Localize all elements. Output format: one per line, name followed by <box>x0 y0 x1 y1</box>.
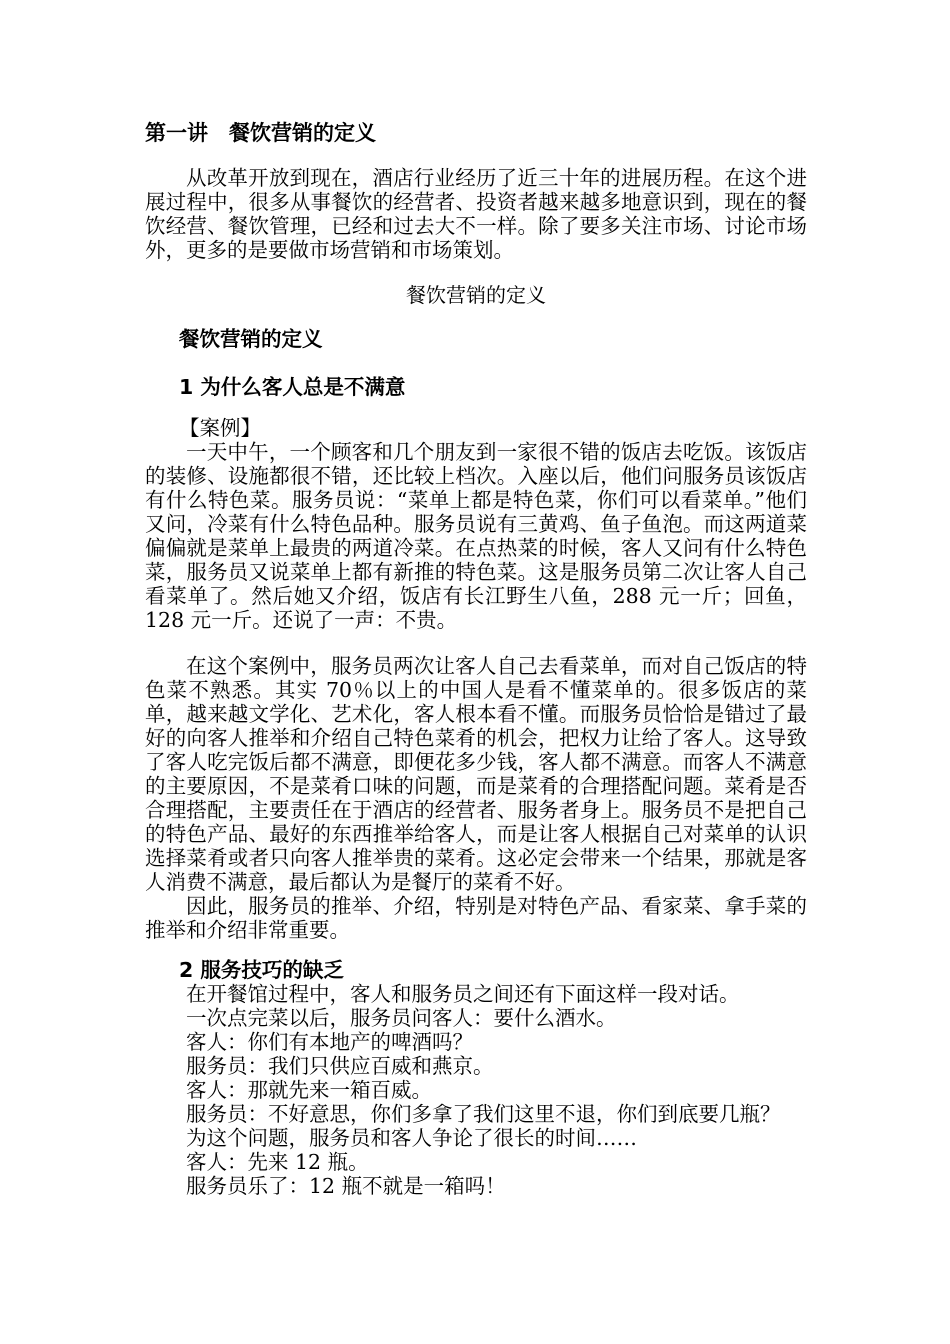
dialog-line: 一次点完菜以后，服务员问客人：要什么酒水。 <box>186 1006 617 1030</box>
dialog-line: 为这个问题，服务员和客人争论了很长的时间…… <box>186 1126 637 1150</box>
dialog-line: 服务员乐了：12 瓶不就是一箱吗！ <box>186 1174 506 1198</box>
paragraph-gap <box>145 632 807 654</box>
center-heading: 餐饮营销的定义 <box>406 283 546 307</box>
heading-service-skills: 2 服务技巧的缺乏 <box>179 958 344 982</box>
conclusion-paragraph: 因此，服务员的推举、介绍，特别是对特色产品、看家菜、拿手菜的推举和介绍非常重要。 <box>145 894 807 942</box>
dialog-line: 在开餐馆过程中，客人和服务员之间还有下面这样一段对话。 <box>186 982 740 1006</box>
dialog-line: 客人：你们有本地产的啤酒吗？ <box>186 1030 473 1054</box>
section-heading: 餐饮营销的定义 <box>179 327 323 351</box>
case-paragraph: 一天中午，一个顾客和几个朋友到一家很不错的饭店去吃饭。该饭店的装修、设施都很不错，还比较上档次。入座以后，他们问服务员该饭店有什么特色菜。服务员说：“菜单上都是特色菜，你们可以看菜单。”他们又问，冷菜有什么特色品种。服务员说有三黄鸡、鱼子鱼泡。而这两道菜偏偏就是菜单上最贵的两道冷菜。在点热菜的时候，客人又问有什么特色菜，服务员又说菜单上都有新推的特色菜。这是服务员第二次让客人自己看菜单了。然后她又介绍，饭店有长江野生八鱼，288 元一斤；回鱼，128 元一斤。还说了一声：不贵。 <box>145 440 807 632</box>
case-label: 【案例】 <box>179 416 261 440</box>
dialog-block <box>145 982 807 1198</box>
dialog-line: 服务员：我们只供应百威和燕京。 <box>186 1054 494 1078</box>
analysis-paragraph: 在这个案例中，服务员两次让客人自己去看菜单，而对自己饭店的特色菜不熟悉。其实 70％以上的中国人是看不懂菜单的。很多饭店的菜单，越来越文学化、艺术化，客人根本看不懂。而服务员恰恰是错过了最好的向客人推举和介绍自己特色菜肴的机会，把权力让给了客人。这导致了客人吃完饭后都不满意，即便花多少钱，客人都不满意。而客人不满意的主要原因，不是菜肴口味的问题，而是菜肴的合理搭配问题。菜肴是否合理搭配，主要责任在于酒店的经营者、服务者身上。服务员不是把自己的特色产品、最好的东西推举给客人，而是让客人根据自己对菜单的认识选择菜肴或者只向客人推举贵的菜肴。这必定会带来一个结果，那就是客人消费不满意，最后都认为是餐厅的菜肴不好。 <box>145 654 807 894</box>
dialog-line: 服务员：不好意思，你们多拿了我们这里不退，你们到底要几瓶？ <box>186 1102 781 1126</box>
lecture-title: 第一讲 餐饮营销的定义 <box>145 121 376 145</box>
dialog-line: 客人：那就先来一箱百威。 <box>186 1078 432 1102</box>
intro-paragraph: 从改革开放到现在，酒店行业经历了近三十年的进展历程。在这个进展过程中，很多从事餐饮的经营者、投资者越来越多地意识到，现在的餐饮经营、餐饮管理，已经和过去大不一样。除了要多关注市场、讨论市场外，更多的是要做市场营销和市场策划。 <box>145 166 807 262</box>
dialog-line: 客人：先来 12 瓶。 <box>186 1150 369 1174</box>
heading-why-unsatisfied: 1 为什么客人总是不满意 <box>179 375 406 399</box>
document-page <box>145 118 807 1198</box>
